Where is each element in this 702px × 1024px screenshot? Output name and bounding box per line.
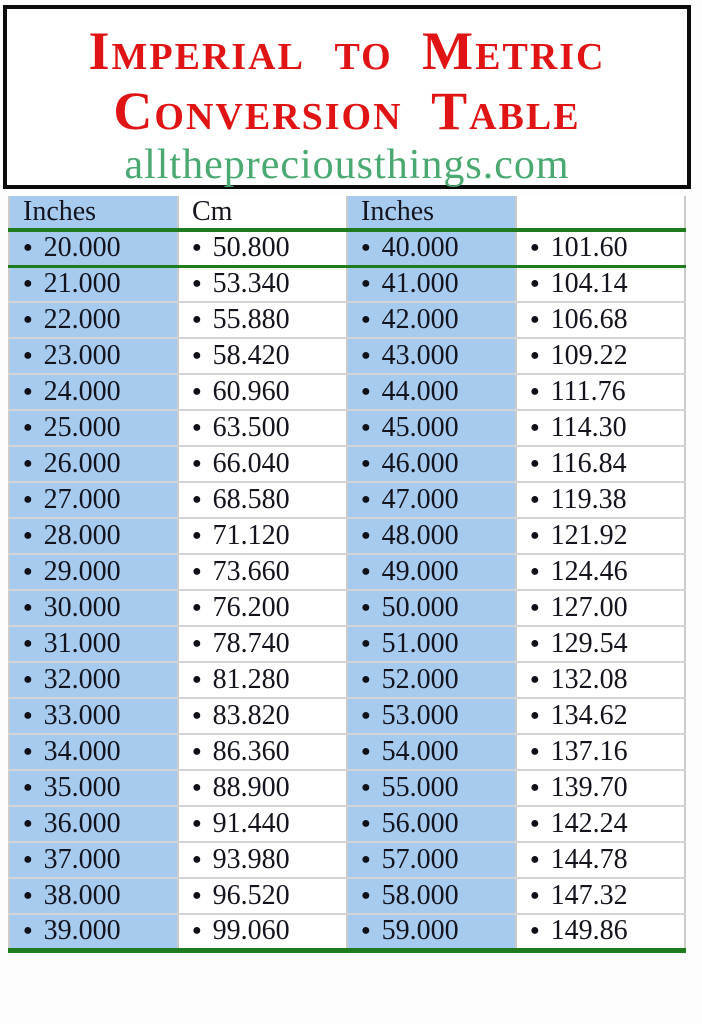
table-cell xyxy=(516,338,685,374)
bullet-icon: ● xyxy=(23,851,33,868)
bullet-icon: ● xyxy=(361,743,371,760)
table-cell xyxy=(178,806,347,842)
bullet-icon: ● xyxy=(361,347,371,364)
table-cell xyxy=(347,626,516,662)
table-cell xyxy=(516,230,685,266)
cell-value: 109.22 xyxy=(550,340,628,371)
column-header-cm-2 xyxy=(516,196,685,230)
cell-value: 47.000 xyxy=(381,484,459,515)
cell-value: 73.660 xyxy=(212,556,290,587)
table-cell xyxy=(9,302,178,338)
cell-value: 58.420 xyxy=(212,340,290,371)
table-cell xyxy=(347,914,516,950)
table-cell xyxy=(516,302,685,338)
table-row xyxy=(9,770,685,806)
cell-value: 56.000 xyxy=(381,808,459,839)
bullet-icon: ● xyxy=(23,815,33,832)
cell-value: 137.16 xyxy=(550,736,628,767)
cell-value: 132.08 xyxy=(550,664,628,695)
bullet-icon: ● xyxy=(192,491,202,508)
bullet-icon: ● xyxy=(23,922,33,940)
table-cell xyxy=(9,482,178,518)
table-cell xyxy=(347,878,516,914)
table-cell xyxy=(347,590,516,626)
bullet-icon: ● xyxy=(530,815,540,832)
table-cell xyxy=(9,806,178,842)
table-cell xyxy=(178,266,347,302)
cell-value: 121.92 xyxy=(550,520,628,551)
bullet-icon: ● xyxy=(361,275,371,293)
cell-value: 27.000 xyxy=(43,484,121,515)
bullet-icon: ● xyxy=(23,419,33,436)
cell-value: 34.000 xyxy=(43,736,121,767)
cell-value: 36.000 xyxy=(43,808,121,839)
bullet-icon: ● xyxy=(361,887,371,904)
table-cell xyxy=(516,770,685,806)
cell-value: 119.38 xyxy=(550,484,627,515)
table-cell xyxy=(347,698,516,734)
bullet-icon: ● xyxy=(192,671,202,688)
table-cell xyxy=(347,410,516,446)
cell-value: 86.360 xyxy=(212,736,290,767)
bullet-icon: ● xyxy=(192,922,202,940)
cell-value: 71.120 xyxy=(212,520,290,551)
cell-value: 48.000 xyxy=(381,520,459,551)
table-row xyxy=(9,662,685,698)
table-cell xyxy=(9,662,178,698)
bullet-icon: ● xyxy=(23,563,33,580)
table-row xyxy=(9,626,685,662)
bullet-icon: ● xyxy=(530,491,540,508)
table-cell xyxy=(9,626,178,662)
column-header-cm-1: Cm xyxy=(178,196,347,230)
bullet-icon: ● xyxy=(23,527,33,544)
table-cell xyxy=(9,590,178,626)
bullet-icon: ● xyxy=(530,743,540,760)
cell-value: 149.86 xyxy=(550,915,628,947)
cell-value: 111.76 xyxy=(550,376,626,407)
table-cell xyxy=(516,482,685,518)
bullet-icon: ● xyxy=(361,851,371,868)
cell-value: 76.200 xyxy=(212,592,290,623)
table-row xyxy=(9,914,685,950)
cell-value: 57.000 xyxy=(381,844,459,875)
table-row xyxy=(9,266,685,302)
table-cell xyxy=(9,446,178,482)
column-header-inches-1: Inches xyxy=(9,196,178,230)
bullet-icon: ● xyxy=(192,419,202,436)
cell-value: 42.000 xyxy=(381,304,459,335)
cell-value: 54.000 xyxy=(381,736,459,767)
table-cell xyxy=(516,698,685,734)
cell-value: 50.800 xyxy=(212,232,290,264)
table-cell xyxy=(9,914,178,950)
table-row xyxy=(9,878,685,914)
bullet-icon: ● xyxy=(192,563,202,580)
table-row xyxy=(9,554,685,590)
bullet-icon: ● xyxy=(192,815,202,832)
table-cell xyxy=(347,446,516,482)
table-row xyxy=(9,374,685,410)
bullet-icon: ● xyxy=(361,239,371,257)
bullet-icon: ● xyxy=(23,707,33,724)
bullet-icon: ● xyxy=(23,635,33,652)
cell-value: 24.000 xyxy=(43,376,121,407)
table-row xyxy=(9,590,685,626)
table-cell xyxy=(178,554,347,590)
cell-value: 20.000 xyxy=(43,232,121,264)
table-row xyxy=(9,806,685,842)
table-row xyxy=(9,446,685,482)
bullet-icon: ● xyxy=(23,671,33,688)
table-cell xyxy=(9,770,178,806)
table-cell xyxy=(9,698,178,734)
cell-value: 30.000 xyxy=(43,592,121,623)
bullet-icon: ● xyxy=(530,383,540,400)
table-cell xyxy=(516,842,685,878)
cell-value: 39.000 xyxy=(43,915,121,947)
bullet-icon: ● xyxy=(530,347,540,364)
bullet-icon: ● xyxy=(361,671,371,688)
cell-value: 31.000 xyxy=(43,628,121,659)
bullet-icon: ● xyxy=(530,922,540,940)
cell-value: 106.68 xyxy=(550,304,628,335)
bullet-icon: ● xyxy=(23,779,33,796)
table-row xyxy=(9,842,685,878)
table-cell xyxy=(347,482,516,518)
cell-value: 83.820 xyxy=(212,700,290,731)
table-cell xyxy=(347,266,516,302)
cell-value: 37.000 xyxy=(43,844,121,875)
bullet-icon: ● xyxy=(530,311,540,328)
cell-value: 40.000 xyxy=(381,232,459,264)
table-cell xyxy=(516,410,685,446)
bullet-icon: ● xyxy=(530,239,540,257)
cell-value: 91.440 xyxy=(212,808,290,839)
cell-value: 124.46 xyxy=(550,556,628,587)
bullet-icon: ● xyxy=(23,239,33,257)
table-cell xyxy=(9,230,178,266)
table-cell xyxy=(347,554,516,590)
cell-value: 52.000 xyxy=(381,664,459,695)
cell-value: 25.000 xyxy=(43,412,121,443)
table-cell xyxy=(516,446,685,482)
page-title-line-2: Conversion Table xyxy=(113,81,581,141)
bullet-icon: ● xyxy=(192,779,202,796)
table-cell xyxy=(178,590,347,626)
table-row xyxy=(9,338,685,374)
cell-value: 53.340 xyxy=(212,268,290,300)
table-row xyxy=(9,518,685,554)
bullet-icon: ● xyxy=(192,347,202,364)
bullet-icon: ● xyxy=(361,491,371,508)
bullet-icon: ● xyxy=(192,239,202,257)
cell-value: 45.000 xyxy=(381,412,459,443)
cell-value: 93.980 xyxy=(212,844,290,875)
table-cell xyxy=(9,410,178,446)
cell-value: 129.54 xyxy=(550,628,628,659)
column-header-inches-2: Inches xyxy=(347,196,516,230)
conversion-table xyxy=(8,196,686,953)
cell-value: 66.040 xyxy=(212,448,290,479)
table-cell xyxy=(9,554,178,590)
table-cell xyxy=(178,734,347,770)
cell-value: 99.060 xyxy=(212,915,290,947)
bullet-icon: ● xyxy=(23,887,33,904)
cell-value: 96.520 xyxy=(212,880,290,911)
bullet-icon: ● xyxy=(192,887,202,904)
bullet-icon: ● xyxy=(361,707,371,724)
table-cell xyxy=(347,770,516,806)
table-cell xyxy=(178,446,347,482)
table-row xyxy=(9,734,685,770)
table-cell xyxy=(347,842,516,878)
table-row xyxy=(9,698,685,734)
table-cell xyxy=(178,626,347,662)
cell-value: 127.00 xyxy=(550,592,628,623)
table-cell xyxy=(516,914,685,950)
cell-value: 38.000 xyxy=(43,880,121,911)
cell-value: 59.000 xyxy=(381,915,459,947)
bullet-icon: ● xyxy=(23,383,33,400)
bullet-icon: ● xyxy=(530,635,540,652)
cell-value: 55.000 xyxy=(381,772,459,803)
bullet-icon: ● xyxy=(192,455,202,472)
cell-value: 114.30 xyxy=(550,412,627,443)
bullet-icon: ● xyxy=(192,275,202,293)
cell-value: 33.000 xyxy=(43,700,121,731)
cell-value: 58.000 xyxy=(381,880,459,911)
table-cell xyxy=(516,878,685,914)
table-cell xyxy=(516,374,685,410)
table-row xyxy=(9,410,685,446)
bullet-icon: ● xyxy=(192,311,202,328)
table-cell xyxy=(347,230,516,266)
table-cell xyxy=(178,914,347,950)
bullet-icon: ● xyxy=(192,743,202,760)
bullet-icon: ● xyxy=(530,707,540,724)
cell-value: 23.000 xyxy=(43,340,121,371)
bullet-icon: ● xyxy=(192,599,202,616)
table-cell xyxy=(9,518,178,554)
table-cell xyxy=(347,662,516,698)
cell-value: 147.32 xyxy=(550,880,628,911)
cell-value: 50.000 xyxy=(381,592,459,623)
cell-value: 44.000 xyxy=(381,376,459,407)
table-cell xyxy=(9,842,178,878)
table-cell xyxy=(178,842,347,878)
table-cell xyxy=(9,266,178,302)
cell-value: 81.280 xyxy=(212,664,290,695)
table-cell xyxy=(516,518,685,554)
bullet-icon: ● xyxy=(530,275,540,293)
cell-value: 116.84 xyxy=(550,448,627,479)
bullet-icon: ● xyxy=(192,851,202,868)
table-cell xyxy=(347,374,516,410)
bullet-icon: ● xyxy=(192,707,202,724)
table-cell xyxy=(178,518,347,554)
bullet-icon: ● xyxy=(192,635,202,652)
table-cell xyxy=(347,806,516,842)
bullet-icon: ● xyxy=(530,887,540,904)
table-cell xyxy=(516,626,685,662)
cell-value: 28.000 xyxy=(43,520,121,551)
bullet-icon: ● xyxy=(361,779,371,796)
cell-value: 78.740 xyxy=(212,628,290,659)
cell-value: 142.24 xyxy=(550,808,628,839)
cell-value: 51.000 xyxy=(381,628,459,659)
bullet-icon: ● xyxy=(361,563,371,580)
bullet-icon: ● xyxy=(530,455,540,472)
bullet-icon: ● xyxy=(361,815,371,832)
table-cell xyxy=(178,410,347,446)
bullet-icon: ● xyxy=(530,779,540,796)
table-row xyxy=(9,482,685,518)
bullet-icon: ● xyxy=(530,671,540,688)
table-cell xyxy=(347,518,516,554)
cell-value: 55.880 xyxy=(212,304,290,335)
table-cell xyxy=(9,734,178,770)
table-cell xyxy=(178,302,347,338)
cell-value: 63.500 xyxy=(212,412,290,443)
website-url: allthepreciousthings.com xyxy=(124,142,570,188)
bullet-icon: ● xyxy=(23,491,33,508)
cell-value: 53.000 xyxy=(381,700,459,731)
bullet-icon: ● xyxy=(361,311,371,328)
table-cell xyxy=(516,734,685,770)
page-title-line-1: Imperial to Metric xyxy=(88,21,606,81)
bullet-icon: ● xyxy=(361,527,371,544)
table-row xyxy=(9,230,685,266)
cell-value: 32.000 xyxy=(43,664,121,695)
cell-value: 41.000 xyxy=(381,268,459,300)
cell-value: 35.000 xyxy=(43,772,121,803)
table-cell xyxy=(347,338,516,374)
cell-value: 26.000 xyxy=(43,448,121,479)
bullet-icon: ● xyxy=(23,455,33,472)
cell-value: 88.900 xyxy=(212,772,290,803)
cell-value: 29.000 xyxy=(43,556,121,587)
table-cell xyxy=(516,266,685,302)
table-cell xyxy=(178,338,347,374)
table-cell xyxy=(9,878,178,914)
bullet-icon: ● xyxy=(530,599,540,616)
cell-value: 101.60 xyxy=(550,232,628,264)
cell-value: 21.000 xyxy=(43,268,121,300)
table-cell xyxy=(516,554,685,590)
table-cell xyxy=(178,374,347,410)
bullet-icon: ● xyxy=(192,383,202,400)
bullet-icon: ● xyxy=(361,635,371,652)
table-cell xyxy=(178,878,347,914)
bullet-icon: ● xyxy=(23,743,33,760)
table-cell xyxy=(347,302,516,338)
table-cell xyxy=(516,806,685,842)
bullet-icon: ● xyxy=(361,419,371,436)
bullet-icon: ● xyxy=(23,275,33,293)
bullet-icon: ● xyxy=(23,599,33,616)
table-cell xyxy=(9,374,178,410)
bullet-icon: ● xyxy=(23,347,33,364)
table-cell xyxy=(178,230,347,266)
table-cell xyxy=(516,590,685,626)
cell-value: 22.000 xyxy=(43,304,121,335)
table-cell xyxy=(347,734,516,770)
table-cell xyxy=(9,338,178,374)
cell-value: 60.960 xyxy=(212,376,290,407)
table-cell xyxy=(516,662,685,698)
title-box xyxy=(3,5,691,189)
cell-value: 43.000 xyxy=(381,340,459,371)
table-cell xyxy=(178,662,347,698)
table-cell xyxy=(178,770,347,806)
table-cell xyxy=(178,482,347,518)
bullet-icon: ● xyxy=(192,527,202,544)
bullet-icon: ● xyxy=(361,383,371,400)
bullet-icon: ● xyxy=(361,599,371,616)
table-cell xyxy=(178,698,347,734)
table-row xyxy=(9,302,685,338)
cell-value: 68.580 xyxy=(212,484,290,515)
cell-value: 46.000 xyxy=(381,448,459,479)
bullet-icon: ● xyxy=(23,311,33,328)
bullet-icon: ● xyxy=(530,419,540,436)
cell-value: 139.70 xyxy=(550,772,628,803)
table-header-row xyxy=(9,196,685,230)
bullet-icon: ● xyxy=(361,455,371,472)
bullet-icon: ● xyxy=(530,527,540,544)
cell-value: 104.14 xyxy=(550,268,628,300)
cell-value: 49.000 xyxy=(381,556,459,587)
bullet-icon: ● xyxy=(530,851,540,868)
bullet-icon: ● xyxy=(530,563,540,580)
cell-value: 144.78 xyxy=(550,844,628,875)
cell-value: 134.62 xyxy=(550,700,628,731)
bullet-icon: ● xyxy=(361,922,371,940)
